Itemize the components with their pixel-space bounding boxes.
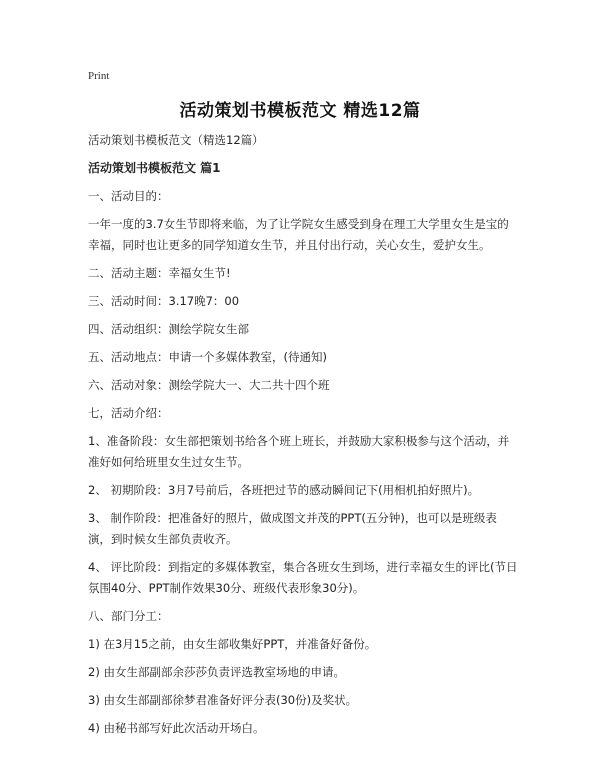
print-label: Print (88, 70, 110, 82)
paragraph-task-4: 4) 由秘书部写好此次活动开场白。 (88, 721, 265, 735)
paragraph-time: 三、活动时间：3.17晚7：00 (88, 294, 240, 308)
paragraph-organizer: 四、活动组织：测绘学院女生部 (88, 322, 249, 336)
paragraph-intro-heading: 七，活动介绍： (88, 406, 169, 420)
paragraph-stage-production: 3、 制作阶段：把准备好的照片，做成图文并茂的PPT(五分钟)，也可以是班级表演，到时候女生部负责收齐。 (88, 511, 497, 546)
page-title: 活动策划书模板范文 精选12篇 (179, 101, 421, 121)
document-body (88, 130, 518, 746)
paragraph-stage-initial: 2、 初期阶段：3月7号前后，各班把过节的感动瞬间记下(用相机拍好照片)。 (88, 483, 480, 497)
section-heading: 活动策划书模板范文 篇1 (88, 161, 221, 175)
document-subtitle: 活动策划书模板范文（精选12篇） (88, 133, 264, 147)
paragraph-task-1: 1) 在3月15之前，由女生部收集好PPT，并准备好备份。 (88, 637, 377, 651)
paragraph-theme: 二、活动主题：幸福女生节! (88, 266, 231, 280)
paragraph-audience: 六、活动对象：测绘学院大一、大二共十四个班 (88, 378, 330, 392)
paragraph-task-3: 3) 由女生部副部徐梦君准备好评分表(30份)及奖状。 (88, 693, 358, 707)
paragraph-purpose: 一年一度的3.7女生节即将来临，为了让学院女生感受到身在理工大学里女生是宝的幸福，同时也让更多的同学知道女生节，并且付出行动，关心女生，爱护女生。 (88, 217, 509, 252)
paragraph-task-2: 2) 由女生部副部余莎莎负责评选教室场地的申请。 (88, 665, 345, 679)
paragraph-stage-evaluation: 4、 评比阶段：到指定的多媒体教室，集合各班女生到场，进行幸福女生的评比(节日氛围40分、PPT制作效果30分、班级代表形象30分)。 (88, 560, 518, 595)
paragraph-location: 五、活动地点：申请一个多媒体教室，(待通知) (88, 350, 327, 364)
paragraph-purpose-heading: 一、活动目的： (88, 189, 169, 203)
paragraph-stage-prep: 1、准备阶段：女生部把策划书给各个班上班长，并鼓励大家积极参与这个活动，并准好如何给班里女生过女生节。 (88, 434, 510, 469)
paragraph-division-heading: 八、部门分工： (88, 609, 169, 623)
